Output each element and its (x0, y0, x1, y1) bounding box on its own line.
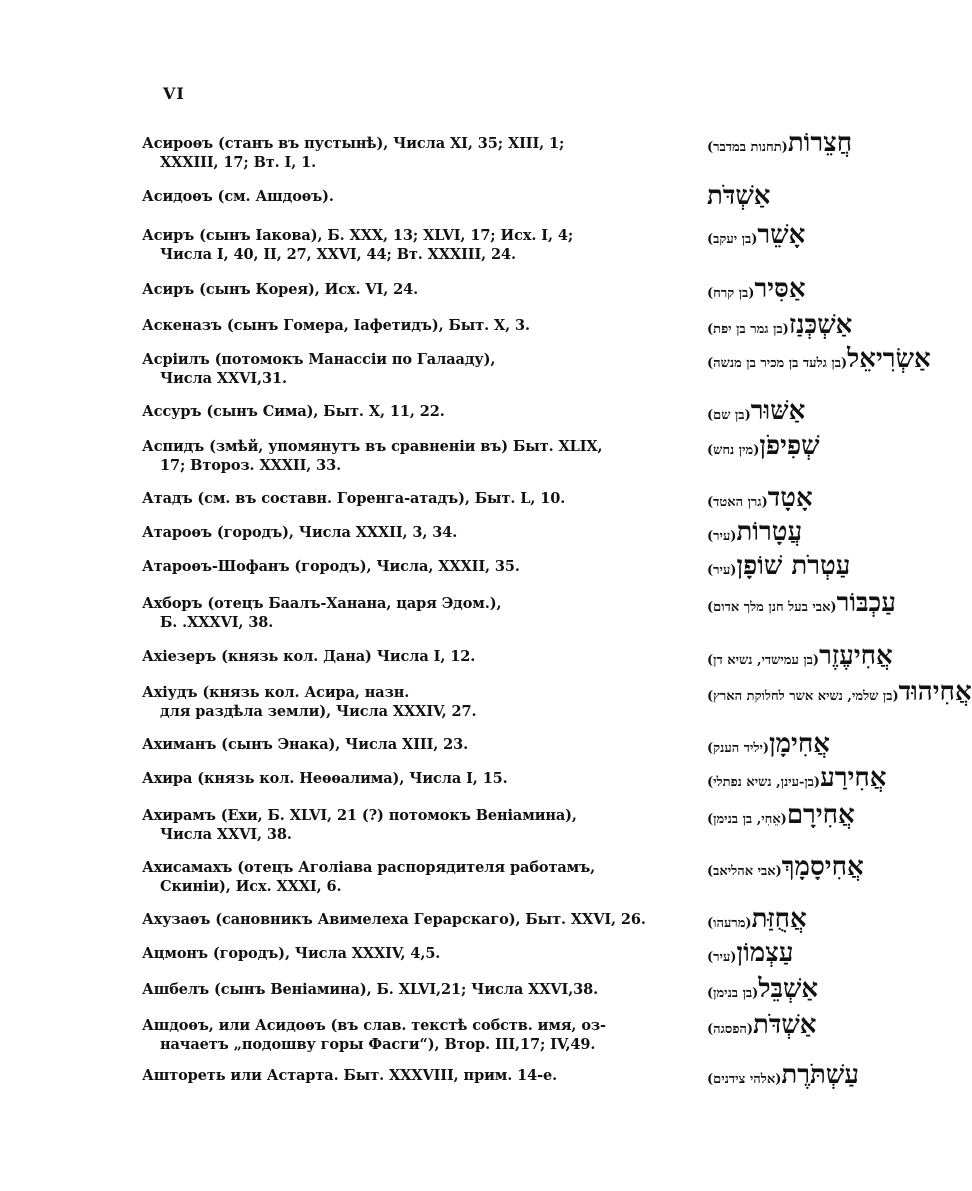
dictionary-entry (142, 1060, 859, 1090)
entry-russian-continuation: Числа XXVI,31. (160, 370, 287, 387)
entry-hebrew (707, 274, 806, 304)
entry-russian-continuation: Числа I, 40, II, 27, XXVI, 44; Вт. XXXIII, 24. (160, 246, 516, 263)
entry-gloss: (בן קרח) (707, 286, 755, 301)
entry-russian-line: Ашдоѳъ, или Асидоѳъ (въ слав. текстѣ собств. имя, оз- (142, 1017, 606, 1034)
entry-hebrew (707, 1010, 816, 1040)
entry-headword: אֲחִיהוּד (898, 677, 972, 707)
dictionary-entry (142, 128, 853, 172)
entry-headword: אֲחִירַע (820, 763, 887, 793)
dictionary-entry (142, 641, 893, 671)
entry-russian-line: Аскеназъ (сынъ Гомера, Іафетидъ), Быт. X, 3. (142, 317, 530, 334)
dictionary-entry (142, 852, 864, 896)
entry-hebrew (707, 729, 830, 759)
dictionary-entry (142, 1010, 817, 1054)
entry-russian-continuation: XXXIII, 17; Вт. I, 1. (160, 154, 317, 171)
entry-headword: אַשְׂרִיאֵל (847, 344, 931, 374)
entry-russian (142, 187, 702, 206)
entry-gloss: (בן גמר בן יפת) (707, 322, 789, 337)
entry-gloss: (אבי בעל חנן מלך אדום) (707, 600, 837, 615)
entry-russian-line: Аштореть или Астарта. Быт. XXXVIII, прим. 14-е. (142, 1067, 558, 1084)
entry-gloss: (בן שם) (707, 408, 751, 423)
entry-gloss: (אֵחִי, בן בנימן) (707, 812, 787, 827)
entry-headword: אַשְׁבֵּל (758, 974, 819, 1004)
entry-russian (142, 858, 702, 896)
entry-russian-line: Ахіудъ (князь кол. Асира, назн. (142, 684, 410, 701)
entry-gloss: (הפסגה) (707, 1022, 754, 1037)
entry-gloss: (עיר) (707, 563, 737, 578)
entry-russian-line: Ахіезеръ (князь кол. Дана) Числа I, 12. (142, 648, 476, 665)
entry-headword: שְׁפִיפֹן (759, 431, 820, 461)
entry-gloss: (בן-עינן, נשיא נפתלי) (707, 775, 821, 790)
entry-hebrew (707, 128, 852, 158)
entry-russian (142, 647, 702, 666)
entry-hebrew (707, 852, 864, 882)
entry-russian (142, 683, 702, 721)
entry-russian (142, 735, 702, 754)
entry-russian-line: Асироѳъ (станъ въ пустынѣ), Числа XI, 35; XIII, 1; (142, 135, 565, 152)
entry-russian-continuation: Скиніи), Исх. XXXI, 6. (160, 878, 342, 895)
dictionary-entry (142, 344, 931, 388)
dictionary-entry (142, 483, 813, 513)
entry-gloss: (עיר) (707, 529, 737, 544)
entry-russian-line: Атароѳъ-Шофанъ (городъ), Числа, XXXII, 35. (142, 558, 520, 575)
entry-russian-line: Ашбелъ (сынъ Веніамина), Б. XLVI,21; Числа XXVI,38. (142, 981, 599, 998)
page-number: VI (163, 84, 185, 103)
entry-russian-line: Ахисамахъ (отецъ Аголіава распорядителя работамъ, (142, 859, 596, 876)
entry-gloss: (מרעהו) (707, 916, 752, 931)
entry-russian-line: Атароѳъ (городъ), Числа XXXII, 3, 34. (142, 524, 458, 541)
entry-headword: אַשְׁדֹּת (707, 181, 771, 211)
entry-headword: עַכְבּוֹר (836, 588, 896, 618)
dictionary-entry (142, 763, 887, 793)
entry-russian-line: Ацмонъ (городъ), Числа XXXIV, 4,5. (142, 945, 441, 962)
dictionary-entry (142, 800, 855, 844)
dictionary-entry (142, 729, 830, 759)
entry-hebrew (707, 588, 896, 618)
entry-hebrew (707, 483, 813, 513)
dictionary-entry (142, 938, 794, 968)
entry-russian (142, 316, 702, 335)
entry-russian (142, 806, 702, 844)
entry-russian (142, 523, 702, 542)
entry-russian (142, 594, 702, 632)
entry-gloss: (בן שלמי, נשיא אשר לחלוקת הארץ) (707, 689, 899, 704)
dictionary-entry (142, 974, 819, 1004)
entry-headword: אֲחִירָם (786, 800, 855, 830)
entry-hebrew (707, 1060, 859, 1090)
entry-gloss: (בן יעקב) (707, 232, 758, 247)
entry-russian (142, 134, 702, 172)
entry-headword: אֲחִיסָמָךְ (781, 852, 864, 882)
entry-russian-line: Ахборъ (отецъ Баалъ-Ханана, царя Эдом.), (142, 595, 502, 612)
entry-russian-line: Атадъ (см. въ составн. Горенга-атадъ), Быт. L, 10. (142, 490, 566, 507)
entry-russian-line: Ахузаѳъ (сановникъ Авимелеха Герарскаго), Быт. XXVI, 26. (142, 911, 646, 928)
entry-gloss: (בן עמישדי, נשיא דן) (707, 653, 820, 668)
entry-headword: אֲחֻזַּת (751, 904, 807, 934)
entry-headword: אַשְׁדֹּת (753, 1010, 817, 1040)
entry-hebrew (707, 431, 820, 461)
entry-headword: חֲצֵרוֹת (787, 128, 853, 158)
entry-hebrew (707, 763, 886, 793)
entry-hebrew (707, 551, 850, 581)
entry-russian-line: Асидоѳъ (см. Ашдоѳъ). (142, 188, 334, 205)
entry-hebrew (707, 938, 793, 968)
entry-headword: אֲחִימָן (769, 729, 830, 759)
entry-headword: אַסִּיר (754, 274, 806, 304)
entry-headword: אַשְׁכְּנַז (788, 310, 853, 340)
entry-russian (142, 437, 702, 475)
entry-russian-continuation: для раздѣла земли), Числа XXXIV, 27. (160, 703, 477, 720)
entry-headword: אָשֵׁר (757, 220, 806, 250)
dictionary-entry (142, 274, 806, 304)
entry-headword: עַשְׁתֹּרֶת (781, 1060, 859, 1090)
entry-russian-continuation: начаетъ „подошву горы Фасги“), Втор. III,17; IV,49. (160, 1036, 596, 1053)
entry-russian (142, 557, 702, 576)
entry-gloss: (אבי אהליאב) (707, 864, 782, 879)
dictionary-entry (142, 904, 807, 934)
dictionary-entry (142, 677, 972, 721)
dictionary-entry (142, 310, 853, 340)
entry-russian (142, 980, 702, 999)
entry-gloss: (מין נחש) (707, 443, 760, 458)
dictionary-entry (142, 588, 896, 632)
entry-hebrew (707, 800, 855, 830)
entry-hebrew (707, 310, 852, 340)
entry-hebrew (707, 974, 818, 1004)
entry-russian (142, 402, 702, 421)
dictionary-entry (142, 181, 771, 211)
entry-russian (142, 1016, 702, 1054)
entry-russian (142, 1066, 702, 1085)
entry-russian-line: Аспидъ (змѣй, упомянутъ въ сравненіи въ) Быт. XLIX, (142, 438, 603, 455)
dictionary-entry (142, 551, 851, 581)
entry-russian (142, 226, 702, 264)
dictionary-entry (142, 431, 820, 475)
entry-russian (142, 910, 702, 929)
entry-headword: עֲטָרוֹת (736, 517, 803, 547)
entry-gloss: (אלהי צידנים) (707, 1072, 782, 1087)
entry-russian-continuation: 17; Второз. XXXII, 33. (160, 457, 342, 474)
entry-russian-line: Ассуръ (сынъ Сима), Быт. X, 11, 22. (142, 403, 445, 420)
entry-hebrew (707, 181, 770, 211)
entry-russian (142, 280, 702, 299)
entry-russian-line: Асиръ (сынъ Корея), Исх. VI, 24. (142, 281, 419, 298)
entry-headword: אָטָד (767, 483, 813, 513)
entry-russian (142, 769, 702, 788)
entry-russian-line: Ахира (князь кол. Неѳѳалима), Числа I, 15. (142, 770, 508, 787)
entry-hebrew (707, 220, 805, 250)
entry-headword: אַשּׁוּר (750, 396, 806, 426)
entry-headword: עַטְרֹת שׁוֹפָן (736, 551, 851, 581)
entry-headword: אֲחִיעֶזֶר (819, 641, 893, 671)
entry-headword: עַצְמוֹן (736, 938, 794, 968)
entry-russian-line: Ахирамъ (Ехи, Б. XLVI, 21 (?) потомокъ Веніамина), (142, 807, 577, 824)
entry-russian-continuation: Б. .XXXVI, 38. (160, 614, 274, 631)
entry-hebrew (707, 396, 805, 426)
entry-gloss: (בן גלעד בן מכיר בן מנשה) (707, 356, 848, 371)
entry-hebrew (707, 517, 802, 547)
entry-gloss: (יליד הענק) (707, 741, 769, 756)
entry-hebrew (707, 677, 972, 707)
entry-gloss: (בן בנימן) (707, 986, 759, 1001)
dictionary-entry (142, 517, 803, 547)
entry-gloss: (תחנות במדבר) (707, 140, 788, 155)
entry-gloss: (עיר) (707, 950, 737, 965)
dictionary-entry (142, 396, 806, 426)
entry-hebrew (707, 344, 931, 374)
entry-hebrew (707, 641, 893, 671)
entry-russian (142, 489, 702, 508)
entry-russian (142, 944, 702, 963)
entry-gloss: (גרן האטד) (707, 495, 768, 510)
entry-russian-line: Асиръ (сынъ Іакова), Б. XXX, 13; XLVI, 17; Исх. I, 4; (142, 227, 574, 244)
entry-russian-line: Асріилъ (потомокъ Манассіи по Галааду), (142, 351, 496, 368)
entry-russian (142, 350, 702, 388)
dictionary-entry (142, 220, 806, 264)
entry-russian-line: Ахиманъ (сынъ Энака), Числа XIII, 23. (142, 736, 469, 753)
entry-russian-continuation: Числа XXVI, 38. (160, 826, 292, 843)
entry-hebrew (707, 904, 807, 934)
